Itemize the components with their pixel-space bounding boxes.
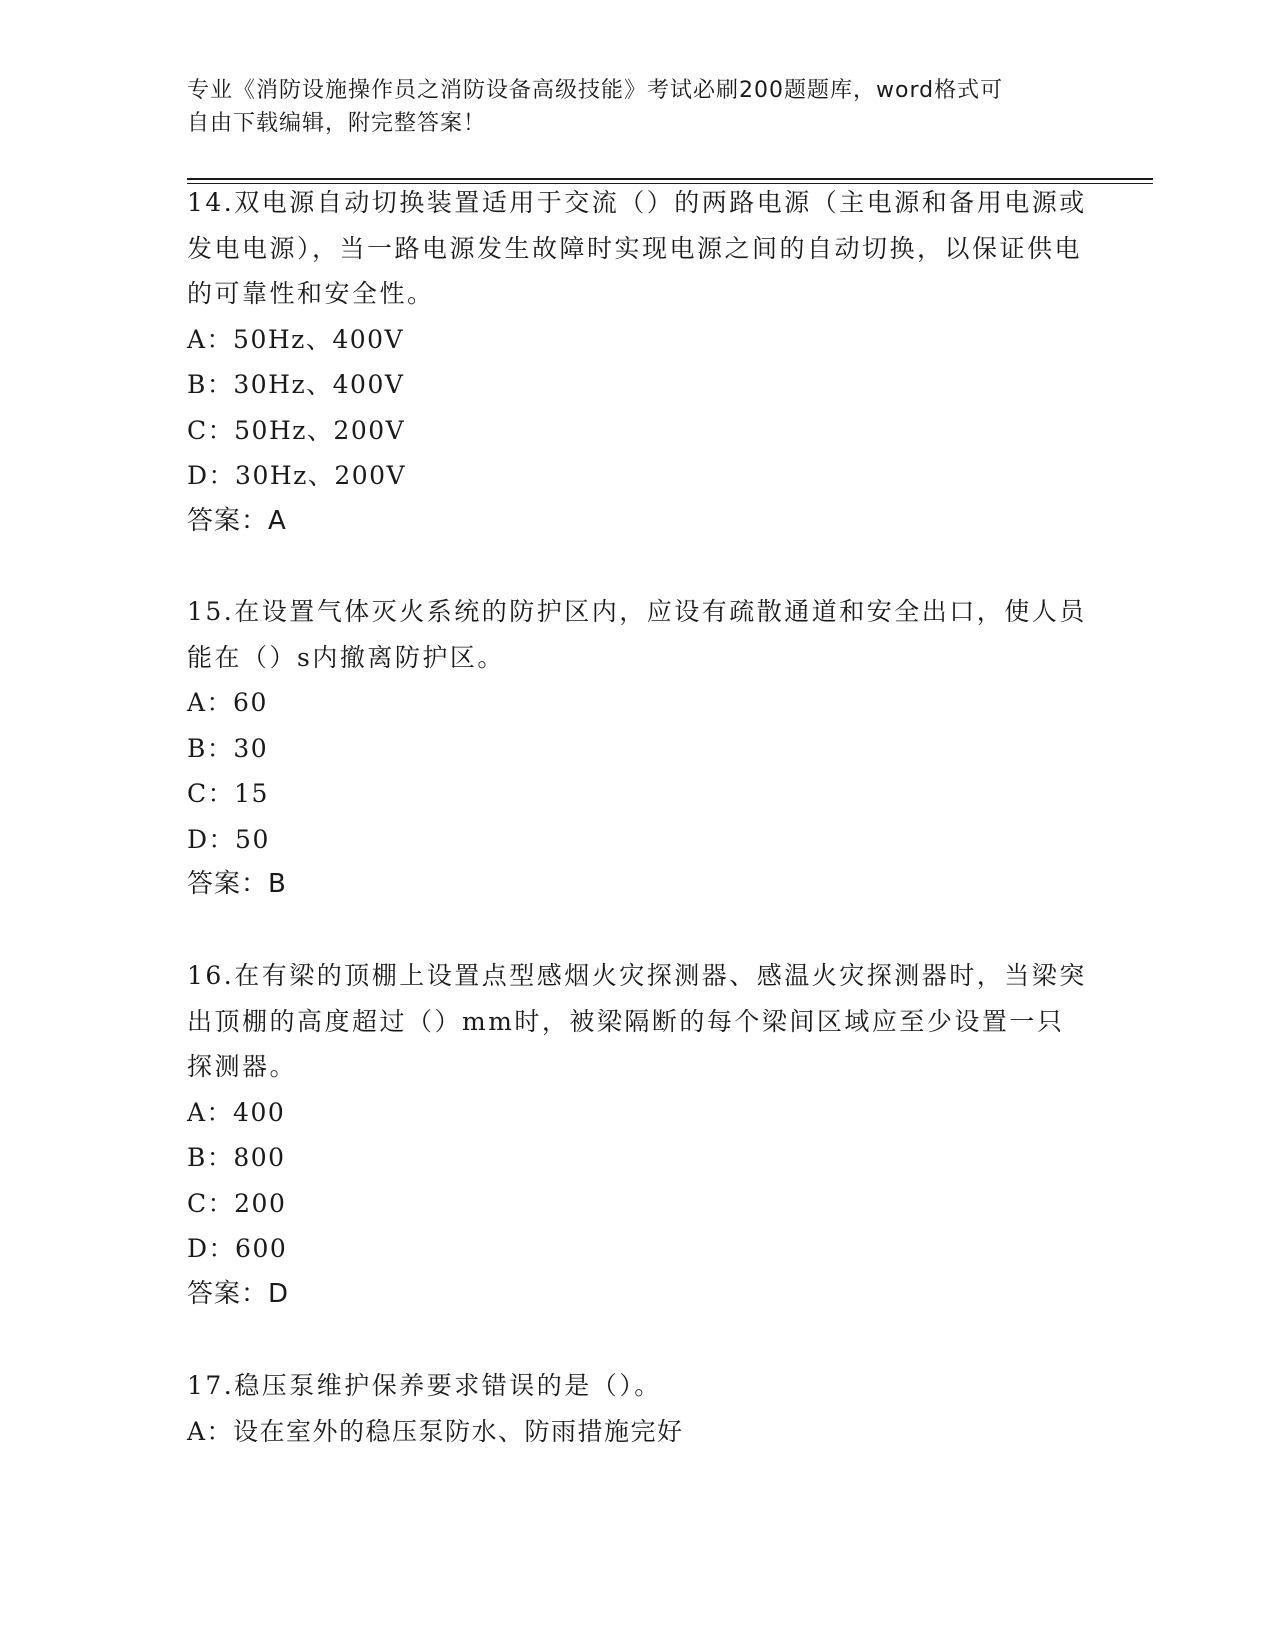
option-c: C：200: [187, 1188, 287, 1218]
question-17: [187, 1363, 1087, 1454]
header-line-2: 自由下载编辑，附完整答案！: [187, 111, 487, 136]
question-stem: 15.在设置气体灭火系统的防护区内，应设有疏散通道和安全出口，使人员能在（）s内撤离防护区。: [187, 597, 1087, 672]
question-stem: 16.在有梁的顶棚上设置点型感烟火灾探测器、感温火灾探测器时，当梁突出顶棚的高度超过（）mm时，被梁隔断的每个梁间区域应至少设置一只探测器。: [187, 961, 1087, 1081]
option-d: D：30Hz、200V: [187, 461, 407, 490]
answer: 答案：D: [187, 1278, 290, 1309]
question-stem: 14.双电源自动切换装置适用于交流（）的两路电源（主电源和备用电源或发电电源），当一路电源发生故障时实现电源之间的自动切换，以保证供电的可靠性和安全性。: [187, 188, 1087, 308]
option-a: A：50Hz、400V: [187, 324, 405, 354]
answer: 答案：B: [187, 869, 287, 899]
option-c: C：50Hz、200V: [187, 415, 406, 445]
question-stem: 17.稳压泵维护保养要求错误的是（）。: [187, 1371, 662, 1400]
document-header: [187, 74, 1067, 140]
answer: 答案：A: [187, 505, 287, 536]
option-c: C：15: [187, 779, 269, 808]
option-d: D：600: [187, 1234, 288, 1263]
option-b: B：30: [187, 733, 269, 763]
question-14: [187, 180, 1087, 544]
question-16: [187, 953, 1087, 1317]
option-a: A：设在室外的稳压泵防水、防雨措施完好: [187, 1416, 684, 1446]
question-15: [187, 589, 1087, 908]
header-line-1: 专业《消防设施操作员之消防设备高级技能》考试必刷200题题库，word格式可: [187, 78, 1004, 103]
option-a: A：400: [187, 1097, 286, 1127]
option-b: B：800: [187, 1143, 286, 1172]
option-b: B：30Hz、400V: [187, 370, 405, 399]
option-d: D：50: [187, 824, 270, 854]
option-a: A：60: [187, 688, 268, 717]
